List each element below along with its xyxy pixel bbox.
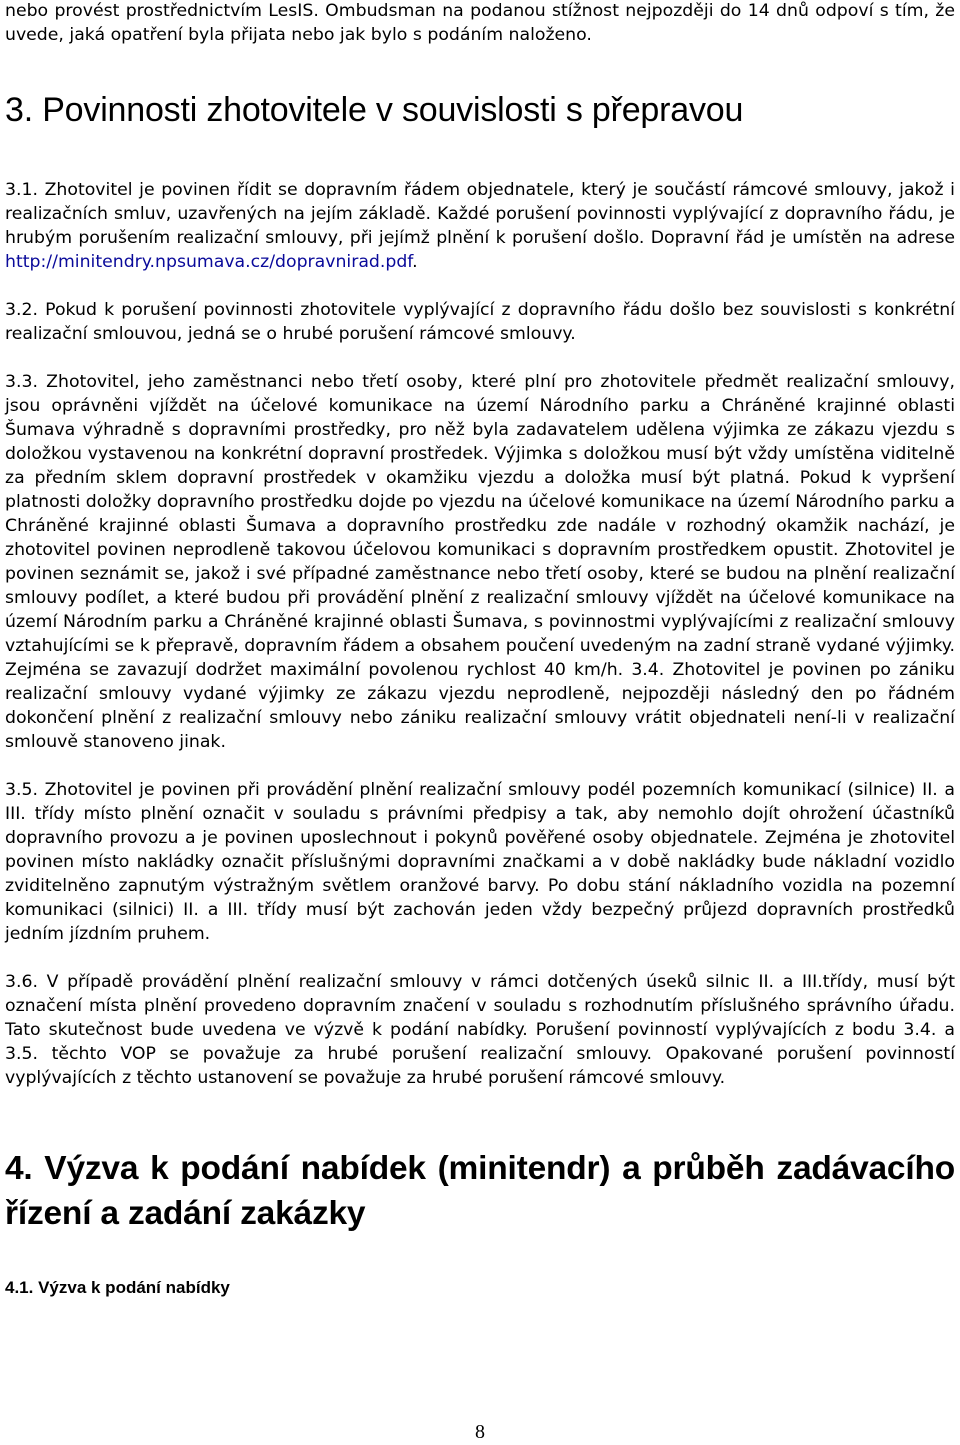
section-4-heading: 4. Výzva k podání nabídek (minitendr) a průběh zadávacího řízení a zadání zakázky bbox=[5, 1150, 955, 1232]
paragraph-3-5: 3.5. Zhotovitel je povinen při provádění plnění realizační smlouvy podél pozemních komunikací (silnice) II. a III. třídy místo plnění označit v souladu s právními předpisy a tak, aby nemohlo dojít ohrožení účastníků dopravního provozu a je povinen uposlechnout i pokynů pověřené osoby objednatele. Zejména je zhotovitel povinen místo nakládky označit příslušnými dopravními značkami a v době nakládky bude nákladní vozidlo zviditelněno zapnutým výstražným světlem oranžové barvy. Po dobu stání nákladního vozidla na pozemní komunikaci (silnici) II. a III. třídy musí být zachován jeden vždy bezpečný průjezd dopravních prostředků jedním jízdním pruhem. bbox=[5, 780, 955, 944]
paragraph-3-1-end: . bbox=[412, 252, 418, 272]
document-page bbox=[5, 0, 955, 1298]
paragraph-3-1-text: 3.1. Zhotovitel je povinen řídit se dopravním řádem objednatele, který je součástí rámcové smlouvy, jakož i realizačních smluv, uzavřených na jejím základě. Každé porušení povinnosti vyplývající z dopravního řádu, je hrubým porušením realizační smlouvy, při jejímž plnění k porušení došlo. Dopravní řád je umístěn na adrese bbox=[5, 180, 955, 248]
page-number: 8 bbox=[475, 1421, 485, 1443]
section-3-heading: 3. Povinnosti zhotovitele v souvislosti s přepravou bbox=[5, 91, 744, 129]
paragraph-3-6: 3.6. V případě provádění plnění realizační smlouvy v rámci dotčených úseků silnic II. a III.třídy, musí být označení místa plnění provedeno dopravním značení v souladu s rozhodnutím příslušného správního úřadu. Tato skutečnost bude uvedena ve výzvě k podání nabídky. Porušení povinností vyplývajících z bodu 3.4. a 3.5. těchto VOP se považuje za hrubé porušení realizační smlouvy. Opakované porušení povinností vyplývajících z těchto ustanovení se považuje za hrubé porušení rámcové smlouvy. bbox=[5, 972, 955, 1088]
paragraph-3-1 bbox=[5, 178, 955, 274]
section-4-1-subheading: 4.1. Výzva k podání nabídky bbox=[5, 1278, 230, 1297]
dopravni-rad-link[interactable]: http://minitendry.npsumava.cz/dopravnirad.pdf bbox=[5, 252, 413, 272]
paragraph-3-3: 3.3. Zhotovitel, jeho zaměstnanci nebo třetí osoby, které plní pro zhotovitele předmět realizační smlouvy, jsou oprávněni vjíždět na účelové komunikace na území Národního parku a Chráněné krajinné oblasti Šumava výhradně s dopravními prostředky, pro něž byla zadavatelem udělena výjimka ze zákazu vjezdu s doložkou vystavenou na konkrétní dopravní prostředek. Výjimka s doložkou musí být vždy umístěna viditelně za předním sklem dopravní prostředek v okamžiku vjezdu a doložka musí být platná. Pokud k vypršení platnosti doložky dopravního prostředku dojde po vjezdu na účelové komunikace na území Národního parku a Chráněné krajinné oblasti Šumava a dopravního prostředku zde nadále v rozhodný okamžik nachází, je zhotovitel povinen neprodleně takovou účelovou komunikaci s dopravním prostředkem opustit. Zhotovitel je povinen seznámit se, jakož i své případné zaměstnance nebo třetí osoby, které se budou na plnění realizační smlouvy podílet, a které budou při provádění plnění z realizační smlouvy vjíždět na účelové komunikace na území Národním parku a Chráněné krajinné oblasti Šumava, s povinnostmi vyplývajícími z realizační smlouvy vztahujícími se k přepravě, dopravním řádem a obsahem poučení uvedeným na zadní straně vydané výjimky. Zejména se zavazují dodržet maximální povolenou rychlost 40 km/h. 3.4. Zhotovitel je povinen po zániku realizační smlouvy vydané výjimky ze zákazu vjezdu neprodleně, nejpozději následný den po řádném dokončení plnění z realizační smlouvy nebo zániku realizační smlouvy vrátit objednateli není-li v realizační smlouvě stanoveno jinak. bbox=[5, 372, 955, 752]
paragraph-3-2: 3.2. Pokud k porušení povinnosti zhotovitele vyplývající z dopravního řádu došlo bez souvislosti s konkrétní realizační smlouvou, jedná se o hrubé porušení rámcové smlouvy. bbox=[5, 300, 955, 344]
intro-paragraph: nebo provést prostřednictvím LesIS. Ombudsman na podanou stížnost nejpozději do 14 dnů odpoví s tím, že uvede, jaká opatření byla přijata nebo jak bylo s podáním naloženo. bbox=[5, 1, 955, 45]
